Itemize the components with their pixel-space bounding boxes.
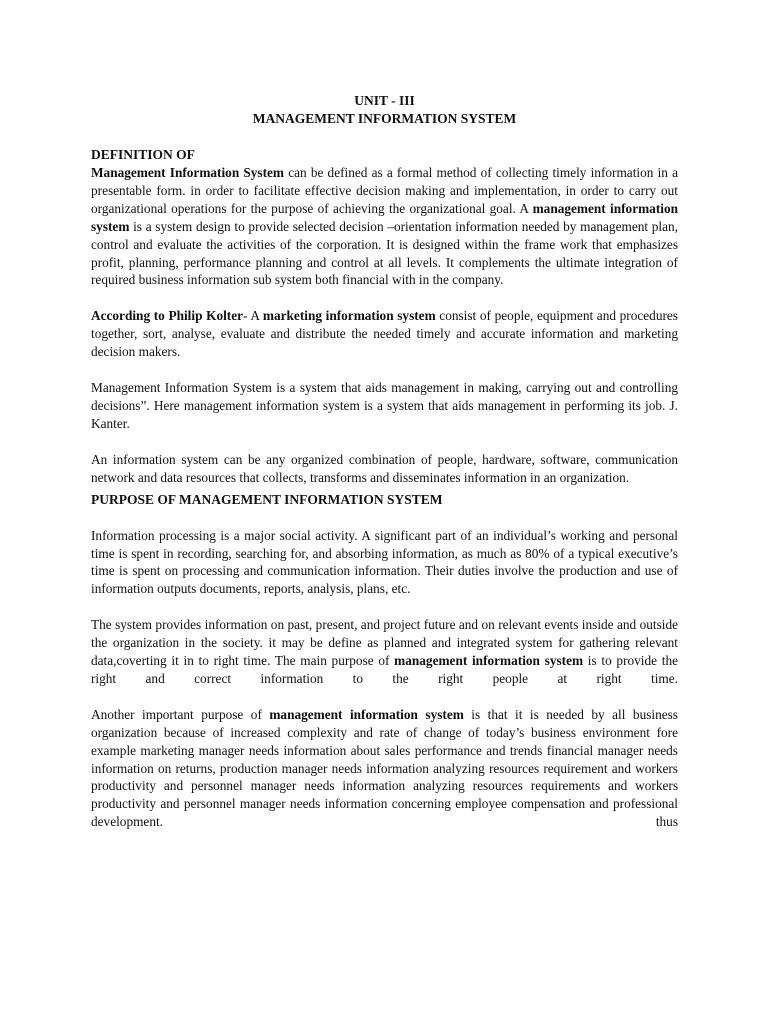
paragraph-text: is a system design to provide selected decision –orientation information needed by management plan, control and evaluate the activities of the corporation. It is designed within the frame work that emphasizes profit, planning, performance planning and control at all levels. It complements the ultimate integration of required business information sub system both financial with in the company. <box>91 218 678 288</box>
definition-paragraph-3: Management Information System is a system that aids management in making, carrying out and controlling decisions”. Here management information system is a system that aids management in performing its job. J. Kanter. <box>91 380 678 431</box>
purpose-paragraph-3 <box>91 706 678 831</box>
bold-term: According to Philip Kolter <box>91 308 244 324</box>
purpose-heading: PURPOSE OF MANAGEMENT INFORMATION SYSTEM <box>91 491 443 507</box>
purpose-paragraph-1: Information processing is a major social activity. A significant part of an individual’s working and personal time is spent in recording, searching for, and absorbing information, as much as 80% of a typical executive’s time is spent on processing and communication information. Their duties involve the production and use of information outputs documents, reports, analysis, plans, etc. <box>91 527 678 597</box>
bold-term: Management Information System <box>91 165 285 180</box>
bold-term: management information system <box>269 706 464 722</box>
definition-heading: DEFINITION OF <box>91 147 195 162</box>
definition-paragraph-4: An information system can be any organized combination of people, hardware, software, communication network and data resources that collects, transforms and disseminates information in an organization. <box>91 451 678 485</box>
document-page <box>91 92 678 831</box>
bold-term: management information system <box>91 200 678 234</box>
purpose-paragraph-2 <box>91 616 678 688</box>
definition-paragraph-2 <box>91 307 678 361</box>
paragraph-text: Another important purpose of <box>91 706 270 722</box>
paragraph-text: can be defined as a formal method of collecting timely information in a presentable form. in order to facilitate effective decision making and implementation, in order to carry out organizational operations for the purpose of achieving the organizational goal. A <box>91 165 678 216</box>
paragraph-text: is to provide the right and correct information to the right people at right time. <box>91 653 679 686</box>
page-title: MANAGEMENT INFORMATION SYSTEM <box>252 111 517 126</box>
paragraph-text: - A <box>243 308 263 324</box>
unit-title: UNIT - III <box>354 93 415 108</box>
definition-paragraph-1 <box>91 164 678 289</box>
bold-term: management information system <box>394 653 584 669</box>
paragraph-text: The system provides information on past, present, and project future and on relevant events inside and outside the organization in the society. it may be define as planned and integrated system for gathering relevant data,coverting it in to right time. The main purpose of <box>91 617 678 669</box>
paragraph-text: is that it is needed by all business organization because of increased complexity and rate of change of today’s business environment fore example marketing manager needs information about sales performance and trends financial manager needs information on returns, production manager needs information analyzing resources requirement and workers productivity and personnel manager needs information analyzing resources requirements and workers productivity and personnel manager needs information concerning employee compensation and professional development. thus <box>91 706 678 830</box>
bold-term: marketing information system <box>262 308 436 324</box>
paragraph-text: consist of people, equipment and procedures together, sort, analyse, evaluate and distribute the needed timely and accurate information and marketing decision makers. <box>91 308 678 360</box>
